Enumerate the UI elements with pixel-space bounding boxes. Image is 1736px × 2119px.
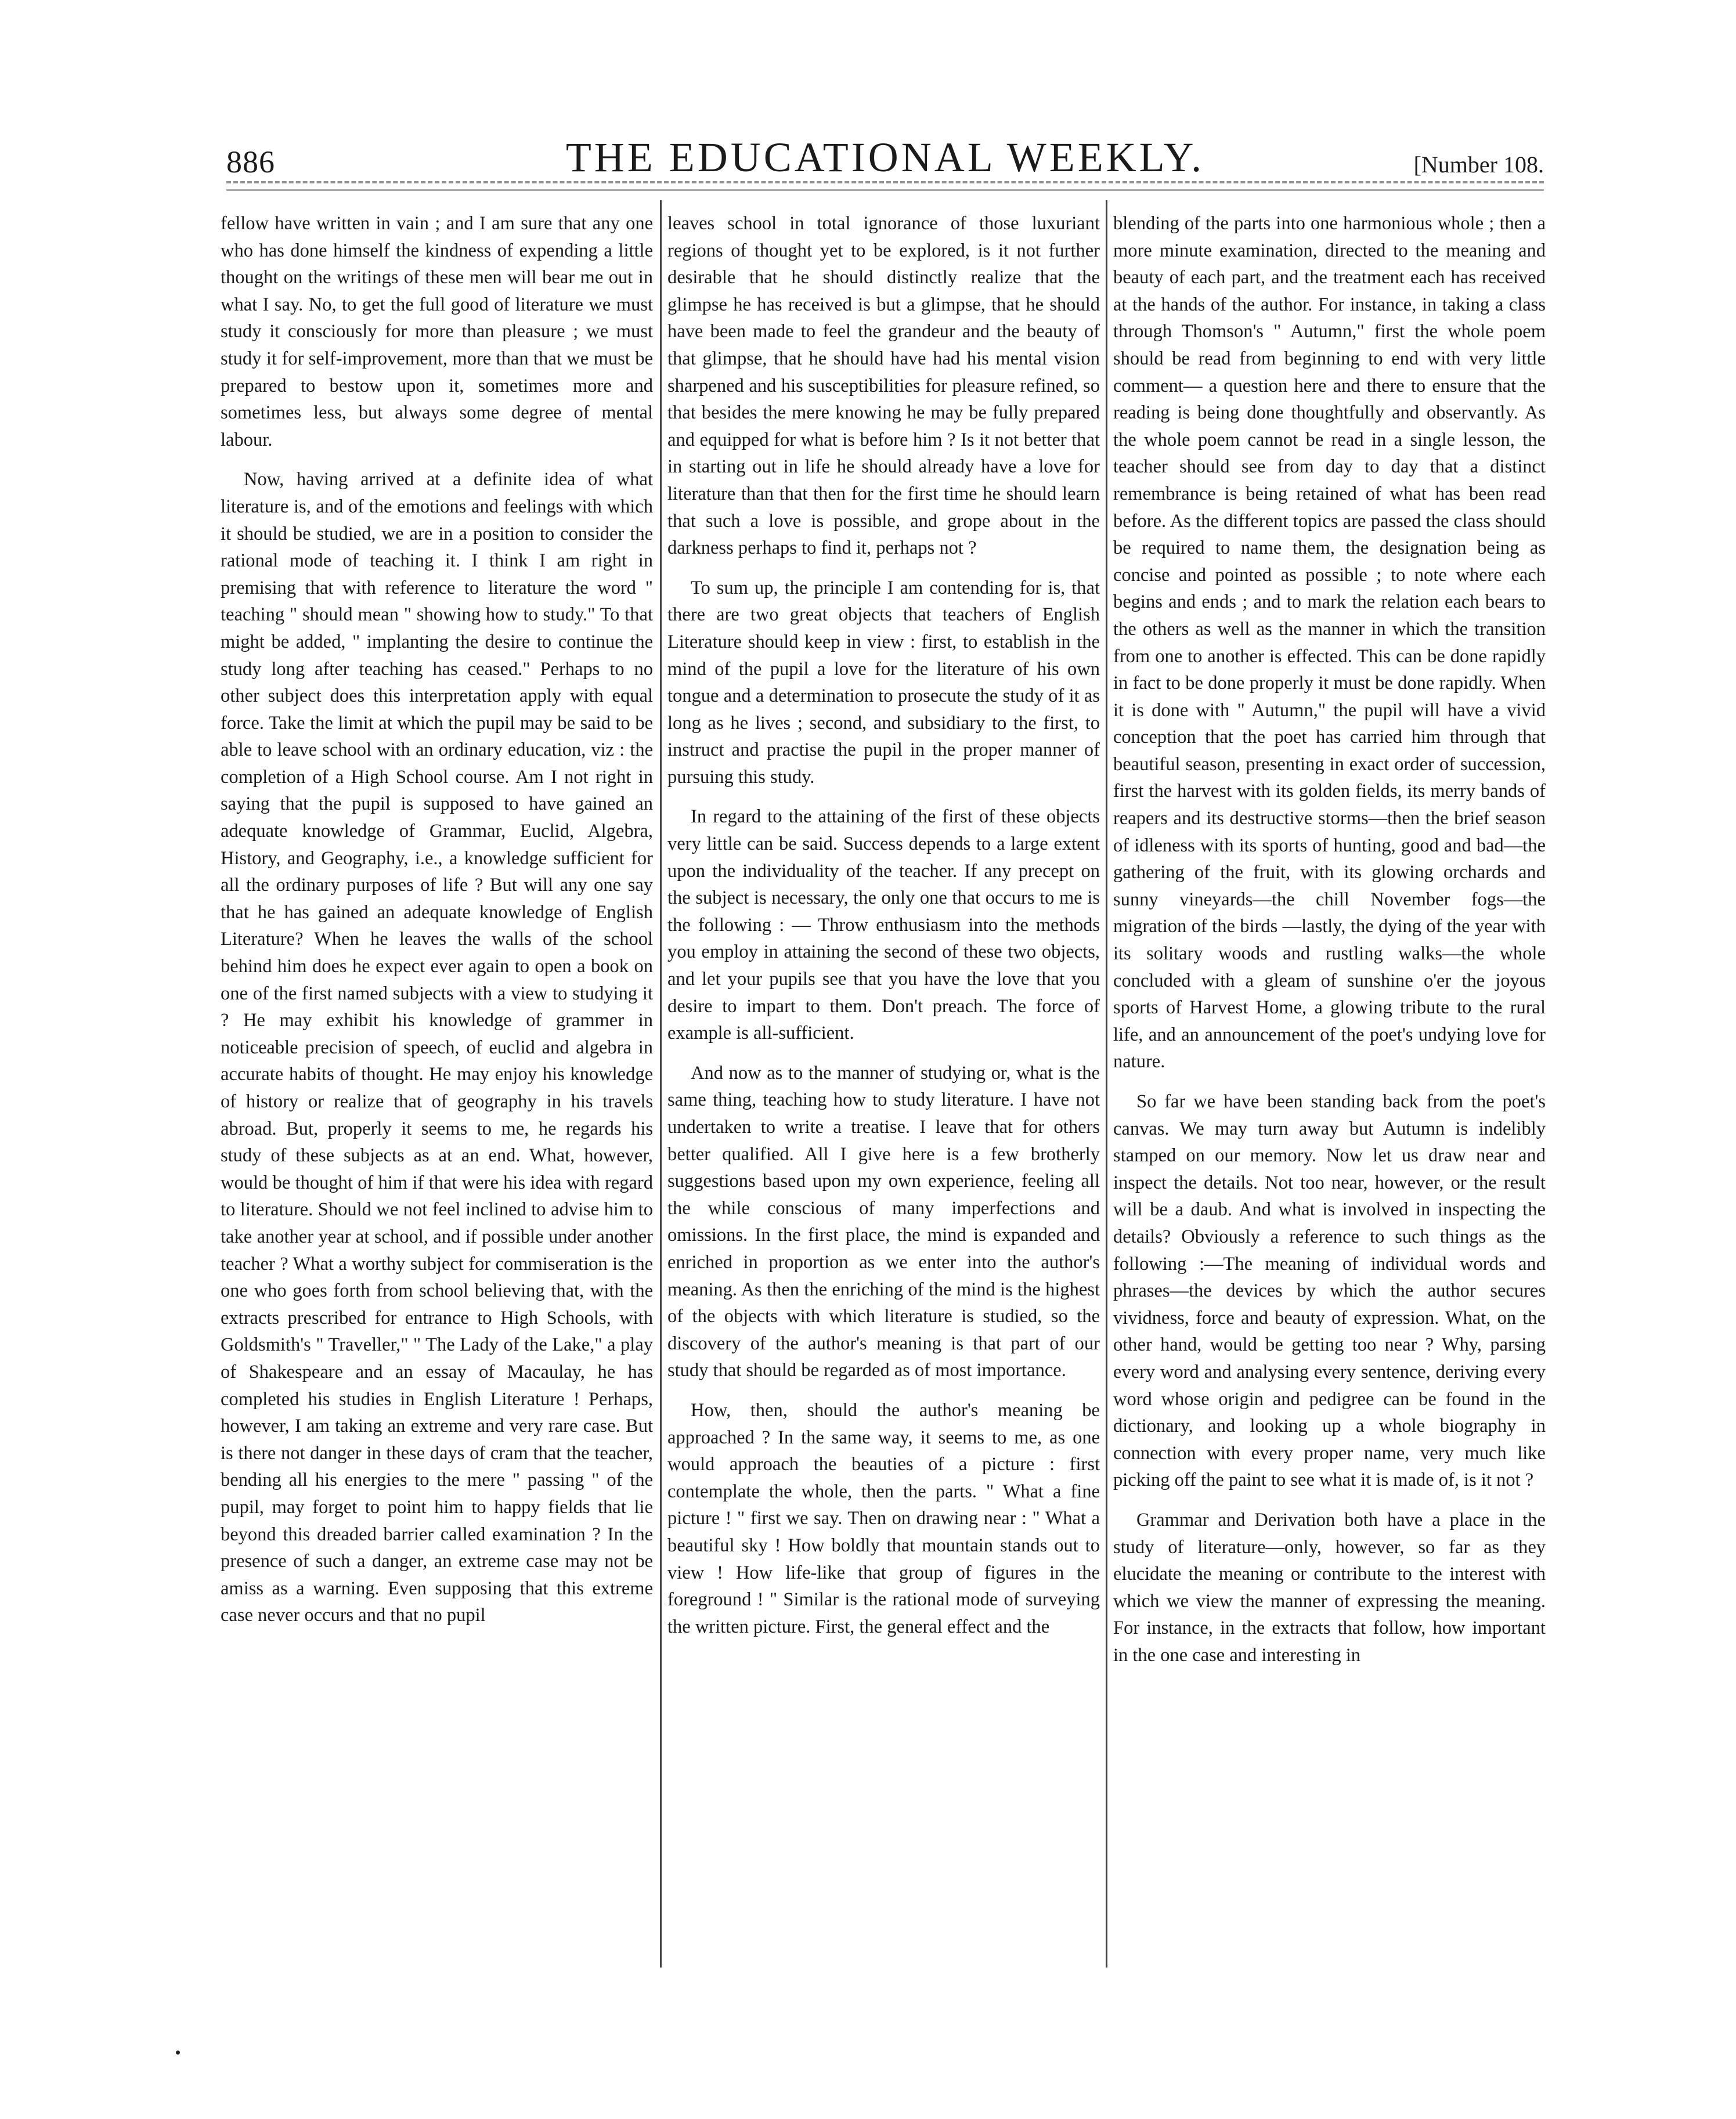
paragraph: Now, having arrived at a definite idea of what literature is, and of the emotions and feelings with which it should be studied, we are in a position to consider the rational mode of teaching it. I think I am right in premising that with reference to literature the word " teaching " should mean " showing how to study." To that might be added, " implanting the desire to continue the study long after teaching has ceased." Perhaps to no other subject does this interpretation apply with equal force. Take the limit at which the pupil may be said to be able to leave school with an ordinary education, viz : the completion of a High School course. Am I not right in saying that the pupil is supposed to have gained an adequate knowledge of Grammar, Euclid, Algebra, History, and Geography, i.e., a knowledge sufficient for all the ordinary purposes of life ? But will any one say that he has gained an adequate knowledge of English Literature? When he leaves the walls of the school behind him does he expect ever again to open a book on one of the first named subjects with a view to studying it ? He may exhibit his knowledge of grammer in noticeable precision of speech, of euclid and algebra in accurate habits of thought. He may enjoy his knowledge of history or realize that of geography in his travels abroad. But, properly it seems to me, he regards his study of these subjects as at an end. What, however, would be thought of him if that were his idea with regard to literature. Should we not feel inclined to advise him to take another year at school, and if possible under another teacher ? What a worthy subject for commiseration is the one who goes forth from school believing that, with the extracts prescribed for entrance to High Schools, with Goldsmith's " Traveller," " The Lady of the Lake," a play of Shakespeare and an essay of Macaulay, he has completed his studies in English Literature ! Perhaps, however, I am taking an extreme and very rare case. But is there not danger in these days of cram that the teacher, bending all his energies to the mere " passing " of the pupil, may forget to point him to happy fields that lie beyond this dreaded barrier called examination ? In the presence of such a danger, an extreme case may not be amiss as a warning. Even supposing that this extreme case never occurs and that no pupil: [221, 469, 653, 1626]
header-rule-lower: [226, 189, 1544, 191]
paragraph: blending of the parts into one harmonious whole ; then a more minute examination, directed to the meaning and beauty of each part, and the treatment each has received at the hands of the author. For instance, in taking a class through Thomson's " Autumn," first the whole poem should be read from beginning to end with very little comment— a question here and there to ensure that the reading is being done thoughtfully and observantly. As the whole poem cannot be read in a single lesson, the teacher should see from day to day that a distinct remembrance is being retained of what has been read before. As the different topics are passed the class should be required to name them, the designation being as concise and pointed as possible ; to note where each begins and ends ; and to mark the relation each bears to the others as well as the manner in which the transition from one to another is effected. This can be done rapidly in fact to be done properly it must be done rapidly. When it is done with " Autumn," the pupil will have a vivid conception that the poet has carried him through that beautiful season, presenting in exact order of succession, first the harvest with its golden fields, its merry bands of reapers and its destructive storms—then the brief season of idleness with its sports of hunting, good and bad—the gathering of the fruit, with its glowing orchards and sunny vineyards—the chill November fogs—the migration of the birds —lastly, the dying of the year with its solitary woods and rustling walks—the whole concluded with a gleam of sunshine o'er the joyous sports of Harvest Home, a glowing tribute to the rural life, and an announcement of the poet's undying love for nature.: [1113, 213, 1546, 1073]
issue-number: [Number 108.: [1413, 151, 1544, 178]
paragraph: Grammar and Derivation both have a place in the study of literature—only, however, so far as they elucidate the meaning or contribute to the interest with which we view the manner of expressing the meaning. For instance, in the extracts that follow, how important in the one case and interesting in: [1113, 1509, 1546, 1666]
paragraph: And now as to the manner of studying or, what is the same thing, teaching how to study literature. I have not undertaken to write a treatise. I leave that for others better qualified. All I give here is a few brotherly suggestions based upon my own experience, feeling all the while conscious of many imperfections and omissions. In the first place, the mind is expanded and enriched in proportion as we enter into the author's meaning. As then the enriching of the mind is the highest of the objects with which literature is studied, so the discovery of the author's meaning is that part of our study that should be regarded as of most importance.: [667, 1062, 1100, 1381]
paragraph: So far we have been standing back from the poet's canvas. We may turn away but Autumn is indelibly stamped on our memory. Now let us draw near and inspect the details. Not too near, however, or the result will be a daub. And what is involved in inspecting the details? Obviously a reference to such things as the following :—The meaning of individual words and phrases—the devices by which the author secures vividness, force and beauty of expression. What, on the other hand, would be getting too near ? Why, parsing every word and analysing every sentence, deriving every word whose origin and pedigree can be found in the dictionary, and looking up a whole biography in connection with every proper name, very much like picking off the paint to see what it is made of, is it not ?: [1113, 1091, 1546, 1491]
page-number: 886: [226, 145, 275, 179]
column-divider: [660, 200, 662, 1968]
paragraph: How, then, should the author's meaning be approached ? In the same way, it seems to me, as one would approach the beauties of a picture : first contemplate the whole, then the parts. " What a fine picture ! " first we say. Then on drawing near : " What a beautiful sky ! How boldly that mountain stands out to view ! How life-like that group of figures in the foreground ! " Similar is the rational mode of surveying the written picture. First, the general effect and the: [667, 1399, 1100, 1637]
paragraph: leaves school in total ignorance of those luxuriant regions of thought yet to be explored, is it not further desirable that he should distinctly realize that the glimpse he has received is but a glimpse, that he should have been made to feel the grandeur and the beauty of that glimpse, that he should have had his mental vision sharpened and his susceptibilities for pleasure refined, so that besides the mere knowing he may be fully prepared and equipped for what is before him ? Is it not better that in starting out in life he should already have a love for literature than that then for the first time he should learn that such a love is possible, and grope about in the darkness perhaps to find it, perhaps not ?: [667, 213, 1100, 559]
header-rule: [226, 181, 1544, 183]
ink-speck: [176, 2051, 180, 2055]
text-column-1: [221, 210, 653, 1963]
page-header: [226, 133, 1544, 197]
text-column-2: [667, 210, 1100, 1963]
journal-title: THE EDUCATIONAL WEEKLY.: [565, 134, 1205, 181]
paragraph: To sum up, the principle I am contending for is, that there are two great objects that teachers of English Literature should keep in view : first, to establish in the mind of the pupil a love for the literature of his own tongue and a determination to prosecute the study of it as long as he lives ; second, and subsidiary to the first, to instruct and practise the pupil in the proper manner of pursuing this study.: [667, 577, 1100, 788]
paragraph: In regard to the attaining of the first of these objects very little can be said. Success depends to a large extent upon the individuality of the teacher. If any precept on the subject is necessary, the only one that occurs to me is the following : — Throw enthusiasm into the methods you employ in attaining the second of these two objects, and let your pupils see that you have the love that you desire to impart to them. Don't preach. The force of example is all-sufficient.: [667, 806, 1100, 1044]
text-column-3: [1113, 210, 1546, 1963]
column-divider: [1106, 200, 1107, 1968]
paragraph: fellow have written in vain ; and I am sure that any one who has done himself the kindness of expending a little thought on the writings of these men will bear me out in what I say. No, to get the full good of literature we must study it consciously for more than pleasure ; we must study it for self-improvement, more than that we must be prepared to bestow upon it, sometimes more and sometimes less, but always some degree of mental labour.: [221, 213, 653, 450]
